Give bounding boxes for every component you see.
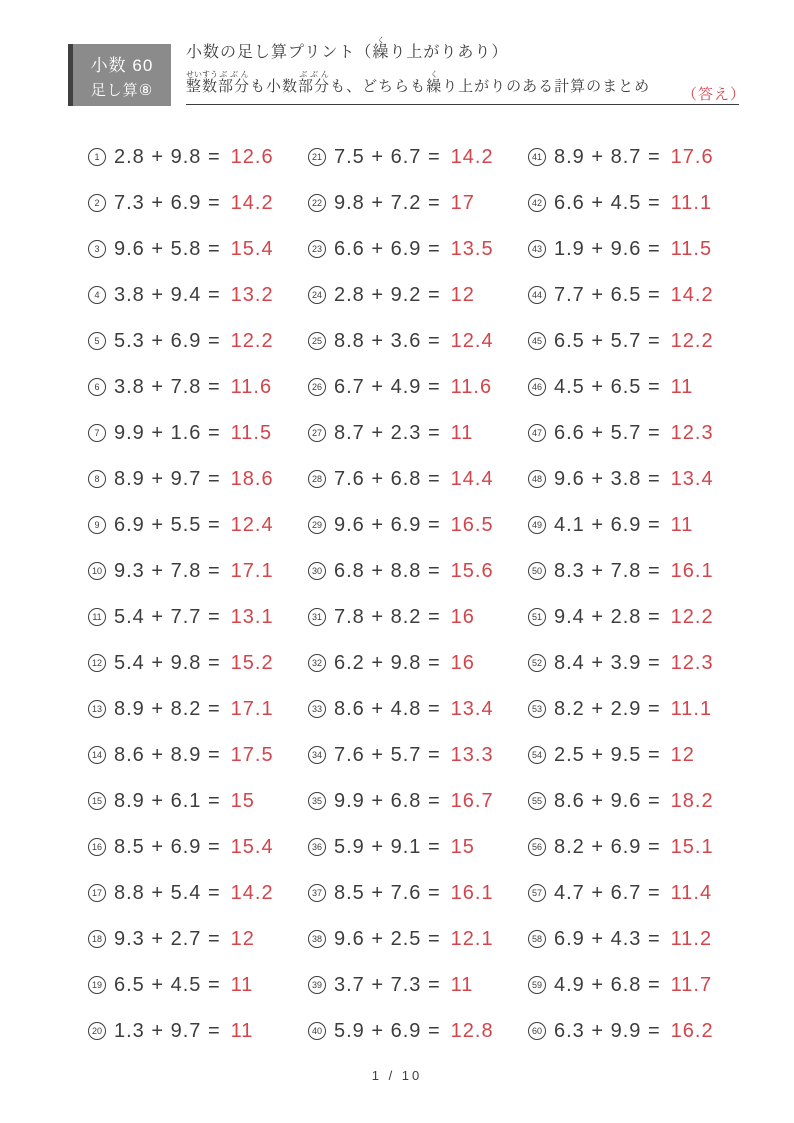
problem-expression: 8.4 + 3.9 = bbox=[554, 651, 661, 674]
answer-key-label: （答え） bbox=[682, 86, 747, 103]
problem-answer: 11 bbox=[450, 421, 474, 444]
problem-expression: 1.3 + 9.7 = bbox=[114, 1019, 221, 1042]
problem-expression: 8.8 + 5.4 = bbox=[114, 881, 221, 904]
header-box-line2: 足し算⑧ bbox=[90, 81, 154, 99]
problem-row bbox=[88, 640, 288, 686]
problem-answer: 13.5 bbox=[450, 237, 494, 260]
problem-number-badge: 24 bbox=[308, 286, 326, 304]
problem-answer: 15.4 bbox=[230, 237, 274, 260]
problem-row bbox=[528, 456, 728, 502]
problem-answer: 18.2 bbox=[670, 789, 714, 812]
problem-expression: 6.5 + 4.5 = bbox=[114, 973, 221, 996]
problem-number-badge: 13 bbox=[88, 700, 106, 718]
problem-answer: 11 bbox=[670, 375, 694, 398]
problem-expression: 7.7 + 6.5 = bbox=[554, 283, 661, 306]
problem-answer: 12 bbox=[230, 927, 255, 950]
problem-expression: 9.6 + 6.9 = bbox=[334, 513, 441, 536]
problem-number-badge: 25 bbox=[308, 332, 326, 350]
problem-answer: 15.6 bbox=[450, 559, 494, 582]
problem-number-badge: 42 bbox=[528, 194, 546, 212]
problem-expression: 8.3 + 7.8 = bbox=[554, 559, 661, 582]
problem-answer: 11 bbox=[230, 973, 254, 996]
problem-answer: 13.3 bbox=[450, 743, 494, 766]
problem-expression: 6.7 + 4.9 = bbox=[334, 375, 441, 398]
problem-expression: 9.6 + 5.8 = bbox=[114, 237, 221, 260]
problem-row bbox=[308, 364, 508, 410]
problem-expression: 7.3 + 6.9 = bbox=[114, 191, 221, 214]
problem-number-badge: 9 bbox=[88, 516, 106, 534]
problem-row bbox=[88, 824, 288, 870]
problem-number-badge: 51 bbox=[528, 608, 546, 626]
problem-number-badge: 35 bbox=[308, 792, 326, 810]
problem-answer: 17.1 bbox=[230, 559, 274, 582]
problem-row bbox=[308, 134, 508, 180]
problem-answer: 14.4 bbox=[450, 467, 494, 490]
problem-expression: 9.3 + 2.7 = bbox=[114, 927, 221, 950]
problem-expression: 6.6 + 4.5 = bbox=[554, 191, 661, 214]
header-text-block bbox=[186, 36, 650, 103]
problem-expression: 8.7 + 2.3 = bbox=[334, 421, 441, 444]
problem-expression: 6.6 + 5.7 = bbox=[554, 421, 661, 444]
problem-expression: 9.3 + 7.8 = bbox=[114, 559, 221, 582]
problem-expression: 9.6 + 2.5 = bbox=[334, 927, 441, 950]
problem-expression: 5.3 + 6.9 = bbox=[114, 329, 221, 352]
problem-expression: 7.6 + 5.7 = bbox=[334, 743, 441, 766]
problem-answer: 14.2 bbox=[230, 191, 274, 214]
problem-answer: 11 bbox=[670, 513, 694, 536]
problem-number-badge: 52 bbox=[528, 654, 546, 672]
problem-row bbox=[308, 916, 508, 962]
problem-number-badge: 32 bbox=[308, 654, 326, 672]
problem-answer: 11.6 bbox=[230, 375, 273, 398]
problem-number-badge: 49 bbox=[528, 516, 546, 534]
problem-expression: 5.9 + 9.1 = bbox=[334, 835, 441, 858]
problem-answer: 16 bbox=[450, 605, 475, 628]
problem-number-badge: 20 bbox=[88, 1022, 106, 1040]
problem-number-badge: 26 bbox=[308, 378, 326, 396]
problem-number-badge: 8 bbox=[88, 470, 106, 488]
problem-expression: 2.5 + 9.5 = bbox=[554, 743, 661, 766]
problem-answer: 12.8 bbox=[450, 1019, 494, 1042]
problem-answer: 14.2 bbox=[670, 283, 714, 306]
problem-answer: 13.1 bbox=[230, 605, 274, 628]
problem-answer: 12.2 bbox=[670, 329, 714, 352]
problem-number-badge: 15 bbox=[88, 792, 106, 810]
problem-number-badge: 47 bbox=[528, 424, 546, 442]
problem-expression: 6.5 + 5.7 = bbox=[554, 329, 661, 352]
problem-number-badge: 22 bbox=[308, 194, 326, 212]
problem-row bbox=[528, 962, 728, 1008]
problem-answer: 11.7 bbox=[670, 973, 713, 996]
problems-grid bbox=[88, 134, 728, 1054]
problem-row bbox=[528, 180, 728, 226]
problem-row bbox=[88, 686, 288, 732]
problem-answer: 16.5 bbox=[450, 513, 494, 536]
problem-number-badge: 36 bbox=[308, 838, 326, 856]
problem-row bbox=[528, 870, 728, 916]
problem-answer: 16.1 bbox=[450, 881, 494, 904]
problem-expression: 4.5 + 6.5 = bbox=[554, 375, 661, 398]
problem-number-badge: 18 bbox=[88, 930, 106, 948]
problem-number-badge: 41 bbox=[528, 148, 546, 166]
problem-answer: 12.4 bbox=[450, 329, 494, 352]
problem-number-badge: 19 bbox=[88, 976, 106, 994]
problem-answer: 12 bbox=[670, 743, 695, 766]
problem-expression: 3.7 + 7.3 = bbox=[334, 973, 441, 996]
problem-number-badge: 28 bbox=[308, 470, 326, 488]
problem-expression: 6.8 + 8.8 = bbox=[334, 559, 441, 582]
problem-number-badge: 34 bbox=[308, 746, 326, 764]
problem-expression: 4.9 + 6.8 = bbox=[554, 973, 661, 996]
problem-number-badge: 44 bbox=[528, 286, 546, 304]
problem-row bbox=[88, 364, 288, 410]
problem-expression: 8.8 + 3.6 = bbox=[334, 329, 441, 352]
problem-answer: 11.5 bbox=[670, 237, 713, 260]
problem-number-badge: 7 bbox=[88, 424, 106, 442]
problem-number-badge: 2 bbox=[88, 194, 106, 212]
problem-expression: 6.9 + 5.5 = bbox=[114, 513, 221, 536]
problem-row bbox=[308, 226, 508, 272]
problem-expression: 6.9 + 4.3 = bbox=[554, 927, 661, 950]
problem-number-badge: 38 bbox=[308, 930, 326, 948]
problem-row bbox=[308, 870, 508, 916]
problem-expression: 8.6 + 4.8 = bbox=[334, 697, 441, 720]
problem-answer: 12.3 bbox=[670, 421, 714, 444]
problem-row bbox=[528, 1008, 728, 1054]
problem-row bbox=[88, 226, 288, 272]
problem-expression: 8.9 + 8.2 = bbox=[114, 697, 221, 720]
problem-expression: 7.5 + 6.7 = bbox=[334, 145, 441, 168]
problem-answer: 11.1 bbox=[670, 191, 713, 214]
problem-number-badge: 53 bbox=[528, 700, 546, 718]
problem-expression: 3.8 + 7.8 = bbox=[114, 375, 221, 398]
problem-row bbox=[308, 410, 508, 456]
problem-number-badge: 1 bbox=[88, 148, 106, 166]
problem-answer: 11.4 bbox=[670, 881, 713, 904]
problem-number-badge: 10 bbox=[88, 562, 106, 580]
problem-expression: 9.9 + 6.8 = bbox=[334, 789, 441, 812]
problem-row bbox=[308, 1008, 508, 1054]
problem-answer: 16.2 bbox=[670, 1019, 714, 1042]
problem-number-badge: 57 bbox=[528, 884, 546, 902]
problem-number-badge: 48 bbox=[528, 470, 546, 488]
worksheet-subtitle: 整数せいすう部分ぶぶんも小数部分ぶぶんも、どちらも繰くり上がりのある計算のまとめ bbox=[186, 70, 651, 95]
problem-answer: 17.1 bbox=[230, 697, 274, 720]
problem-answer: 12.2 bbox=[670, 605, 714, 628]
problem-expression: 8.9 + 9.7 = bbox=[114, 467, 221, 490]
problem-expression: 8.6 + 9.6 = bbox=[554, 789, 661, 812]
problem-number-badge: 17 bbox=[88, 884, 106, 902]
problem-row bbox=[528, 594, 728, 640]
problem-number-badge: 31 bbox=[308, 608, 326, 626]
problem-answer: 16.7 bbox=[450, 789, 494, 812]
problem-expression: 7.8 + 8.2 = bbox=[334, 605, 441, 628]
problem-number-badge: 14 bbox=[88, 746, 106, 764]
problem-number-badge: 54 bbox=[528, 746, 546, 764]
problem-row bbox=[528, 272, 728, 318]
problem-number-badge: 29 bbox=[308, 516, 326, 534]
problem-row bbox=[528, 686, 728, 732]
problem-answer: 12.3 bbox=[670, 651, 714, 674]
header-box-line1: 小数 60 bbox=[90, 55, 154, 75]
problem-expression: 8.5 + 7.6 = bbox=[334, 881, 441, 904]
problem-number-badge: 39 bbox=[308, 976, 326, 994]
problem-expression: 7.6 + 6.8 = bbox=[334, 467, 441, 490]
problem-expression: 6.3 + 9.9 = bbox=[554, 1019, 661, 1042]
problem-row bbox=[88, 870, 288, 916]
problem-row bbox=[528, 548, 728, 594]
problem-row bbox=[528, 916, 728, 962]
problem-row bbox=[308, 456, 508, 502]
problem-row bbox=[308, 548, 508, 594]
problem-expression: 8.2 + 2.9 = bbox=[554, 697, 661, 720]
problem-number-badge: 27 bbox=[308, 424, 326, 442]
problem-expression: 5.9 + 6.9 = bbox=[334, 1019, 441, 1042]
problem-answer: 12.4 bbox=[230, 513, 274, 536]
problem-answer: 11 bbox=[230, 1019, 254, 1042]
problem-number-badge: 6 bbox=[88, 378, 106, 396]
problem-expression: 3.8 + 9.4 = bbox=[114, 283, 221, 306]
problem-answer: 11 bbox=[450, 973, 474, 996]
header-underline bbox=[186, 104, 739, 105]
problem-answer: 14.2 bbox=[450, 145, 494, 168]
problem-row bbox=[88, 548, 288, 594]
problem-expression: 8.2 + 6.9 = bbox=[554, 835, 661, 858]
problem-number-badge: 23 bbox=[308, 240, 326, 258]
problem-answer: 13.4 bbox=[670, 467, 714, 490]
problem-expression: 5.4 + 7.7 = bbox=[114, 605, 221, 628]
problem-expression: 8.5 + 6.9 = bbox=[114, 835, 221, 858]
problem-answer: 17.6 bbox=[670, 145, 714, 168]
problem-row bbox=[88, 180, 288, 226]
problem-expression: 4.7 + 6.7 = bbox=[554, 881, 661, 904]
problem-expression: 1.9 + 9.6 = bbox=[554, 237, 661, 260]
problem-expression: 6.6 + 6.9 = bbox=[334, 237, 441, 260]
problem-row bbox=[88, 594, 288, 640]
problem-expression: 8.6 + 8.9 = bbox=[114, 743, 221, 766]
problem-answer: 12.2 bbox=[230, 329, 274, 352]
problem-row bbox=[308, 732, 508, 778]
problem-number-badge: 16 bbox=[88, 838, 106, 856]
problem-row bbox=[88, 272, 288, 318]
problem-expression: 8.9 + 8.7 = bbox=[554, 145, 661, 168]
problem-row bbox=[528, 732, 728, 778]
problem-number-badge: 4 bbox=[88, 286, 106, 304]
problem-row bbox=[308, 318, 508, 364]
problem-expression: 4.1 + 6.9 = bbox=[554, 513, 661, 536]
problem-number-badge: 33 bbox=[308, 700, 326, 718]
problem-expression: 8.9 + 6.1 = bbox=[114, 789, 221, 812]
problem-answer: 11.5 bbox=[230, 421, 273, 444]
problem-answer: 15 bbox=[450, 835, 475, 858]
problem-answer: 12.1 bbox=[450, 927, 494, 950]
problem-number-badge: 43 bbox=[528, 240, 546, 258]
problem-row bbox=[88, 916, 288, 962]
problem-expression: 9.4 + 2.8 = bbox=[554, 605, 661, 628]
problem-row bbox=[528, 410, 728, 456]
problem-row bbox=[528, 364, 728, 410]
problem-row bbox=[308, 962, 508, 1008]
problem-row bbox=[88, 778, 288, 824]
problem-answer: 11.1 bbox=[670, 697, 713, 720]
problem-number-badge: 21 bbox=[308, 148, 326, 166]
problem-number-badge: 12 bbox=[88, 654, 106, 672]
problem-number-badge: 59 bbox=[528, 976, 546, 994]
page-indicator: 1 / 10 bbox=[371, 1068, 423, 1083]
problem-row bbox=[308, 640, 508, 686]
problem-number-badge: 50 bbox=[528, 562, 546, 580]
problem-number-badge: 60 bbox=[528, 1022, 546, 1040]
problem-answer: 13.4 bbox=[450, 697, 494, 720]
problem-row bbox=[88, 502, 288, 548]
problem-answer: 17.5 bbox=[230, 743, 274, 766]
problem-answer: 16 bbox=[450, 651, 475, 674]
problem-row bbox=[88, 134, 288, 180]
problem-row bbox=[528, 134, 728, 180]
problem-number-badge: 3 bbox=[88, 240, 106, 258]
problem-number-badge: 45 bbox=[528, 332, 546, 350]
problem-row bbox=[308, 824, 508, 870]
problem-row bbox=[88, 962, 288, 1008]
problem-row bbox=[308, 502, 508, 548]
problem-expression: 9.8 + 7.2 = bbox=[334, 191, 441, 214]
problem-number-badge: 30 bbox=[308, 562, 326, 580]
problem-row bbox=[88, 410, 288, 456]
problem-answer: 12.6 bbox=[230, 145, 274, 168]
problem-row bbox=[88, 1008, 288, 1054]
problem-row bbox=[88, 456, 288, 502]
problem-number-badge: 40 bbox=[308, 1022, 326, 1040]
problem-row bbox=[528, 778, 728, 824]
problem-row bbox=[528, 502, 728, 548]
problem-row bbox=[528, 640, 728, 686]
problem-answer: 14.2 bbox=[230, 881, 274, 904]
problem-answer: 12 bbox=[450, 283, 475, 306]
problem-row bbox=[528, 318, 728, 364]
problem-expression: 2.8 + 9.8 = bbox=[114, 145, 221, 168]
problem-answer: 11.6 bbox=[450, 375, 493, 398]
problem-expression: 2.8 + 9.2 = bbox=[334, 283, 441, 306]
problem-number-badge: 55 bbox=[528, 792, 546, 810]
problem-answer: 15 bbox=[230, 789, 255, 812]
problem-answer: 11.2 bbox=[670, 927, 713, 950]
worksheet-title: 小数の足し算プリント（繰くり上がりあり） bbox=[186, 36, 509, 61]
problem-answer: 15.2 bbox=[230, 651, 274, 674]
problem-answer: 15.4 bbox=[230, 835, 274, 858]
problem-answer: 15.1 bbox=[670, 835, 714, 858]
problem-expression: 6.2 + 9.8 = bbox=[334, 651, 441, 674]
problem-expression: 9.9 + 1.6 = bbox=[114, 421, 221, 444]
problem-number-badge: 58 bbox=[528, 930, 546, 948]
problem-row bbox=[308, 686, 508, 732]
problem-answer: 18.6 bbox=[230, 467, 274, 490]
problem-answer: 17 bbox=[450, 191, 475, 214]
problem-number-badge: 37 bbox=[308, 884, 326, 902]
problem-number-badge: 46 bbox=[528, 378, 546, 396]
problem-row bbox=[308, 180, 508, 226]
problem-row bbox=[308, 594, 508, 640]
header-label-box bbox=[68, 44, 171, 106]
problem-row bbox=[528, 824, 728, 870]
problem-row bbox=[308, 272, 508, 318]
problem-row bbox=[88, 732, 288, 778]
problem-number-badge: 56 bbox=[528, 838, 546, 856]
problem-answer: 13.2 bbox=[230, 283, 274, 306]
problem-number-badge: 11 bbox=[88, 608, 106, 626]
problem-expression: 9.6 + 3.8 = bbox=[554, 467, 661, 490]
problem-row bbox=[528, 226, 728, 272]
problem-row bbox=[308, 778, 508, 824]
problem-expression: 5.4 + 9.8 = bbox=[114, 651, 221, 674]
problem-answer: 16.1 bbox=[670, 559, 714, 582]
problem-row bbox=[88, 318, 288, 364]
problem-number-badge: 5 bbox=[88, 332, 106, 350]
